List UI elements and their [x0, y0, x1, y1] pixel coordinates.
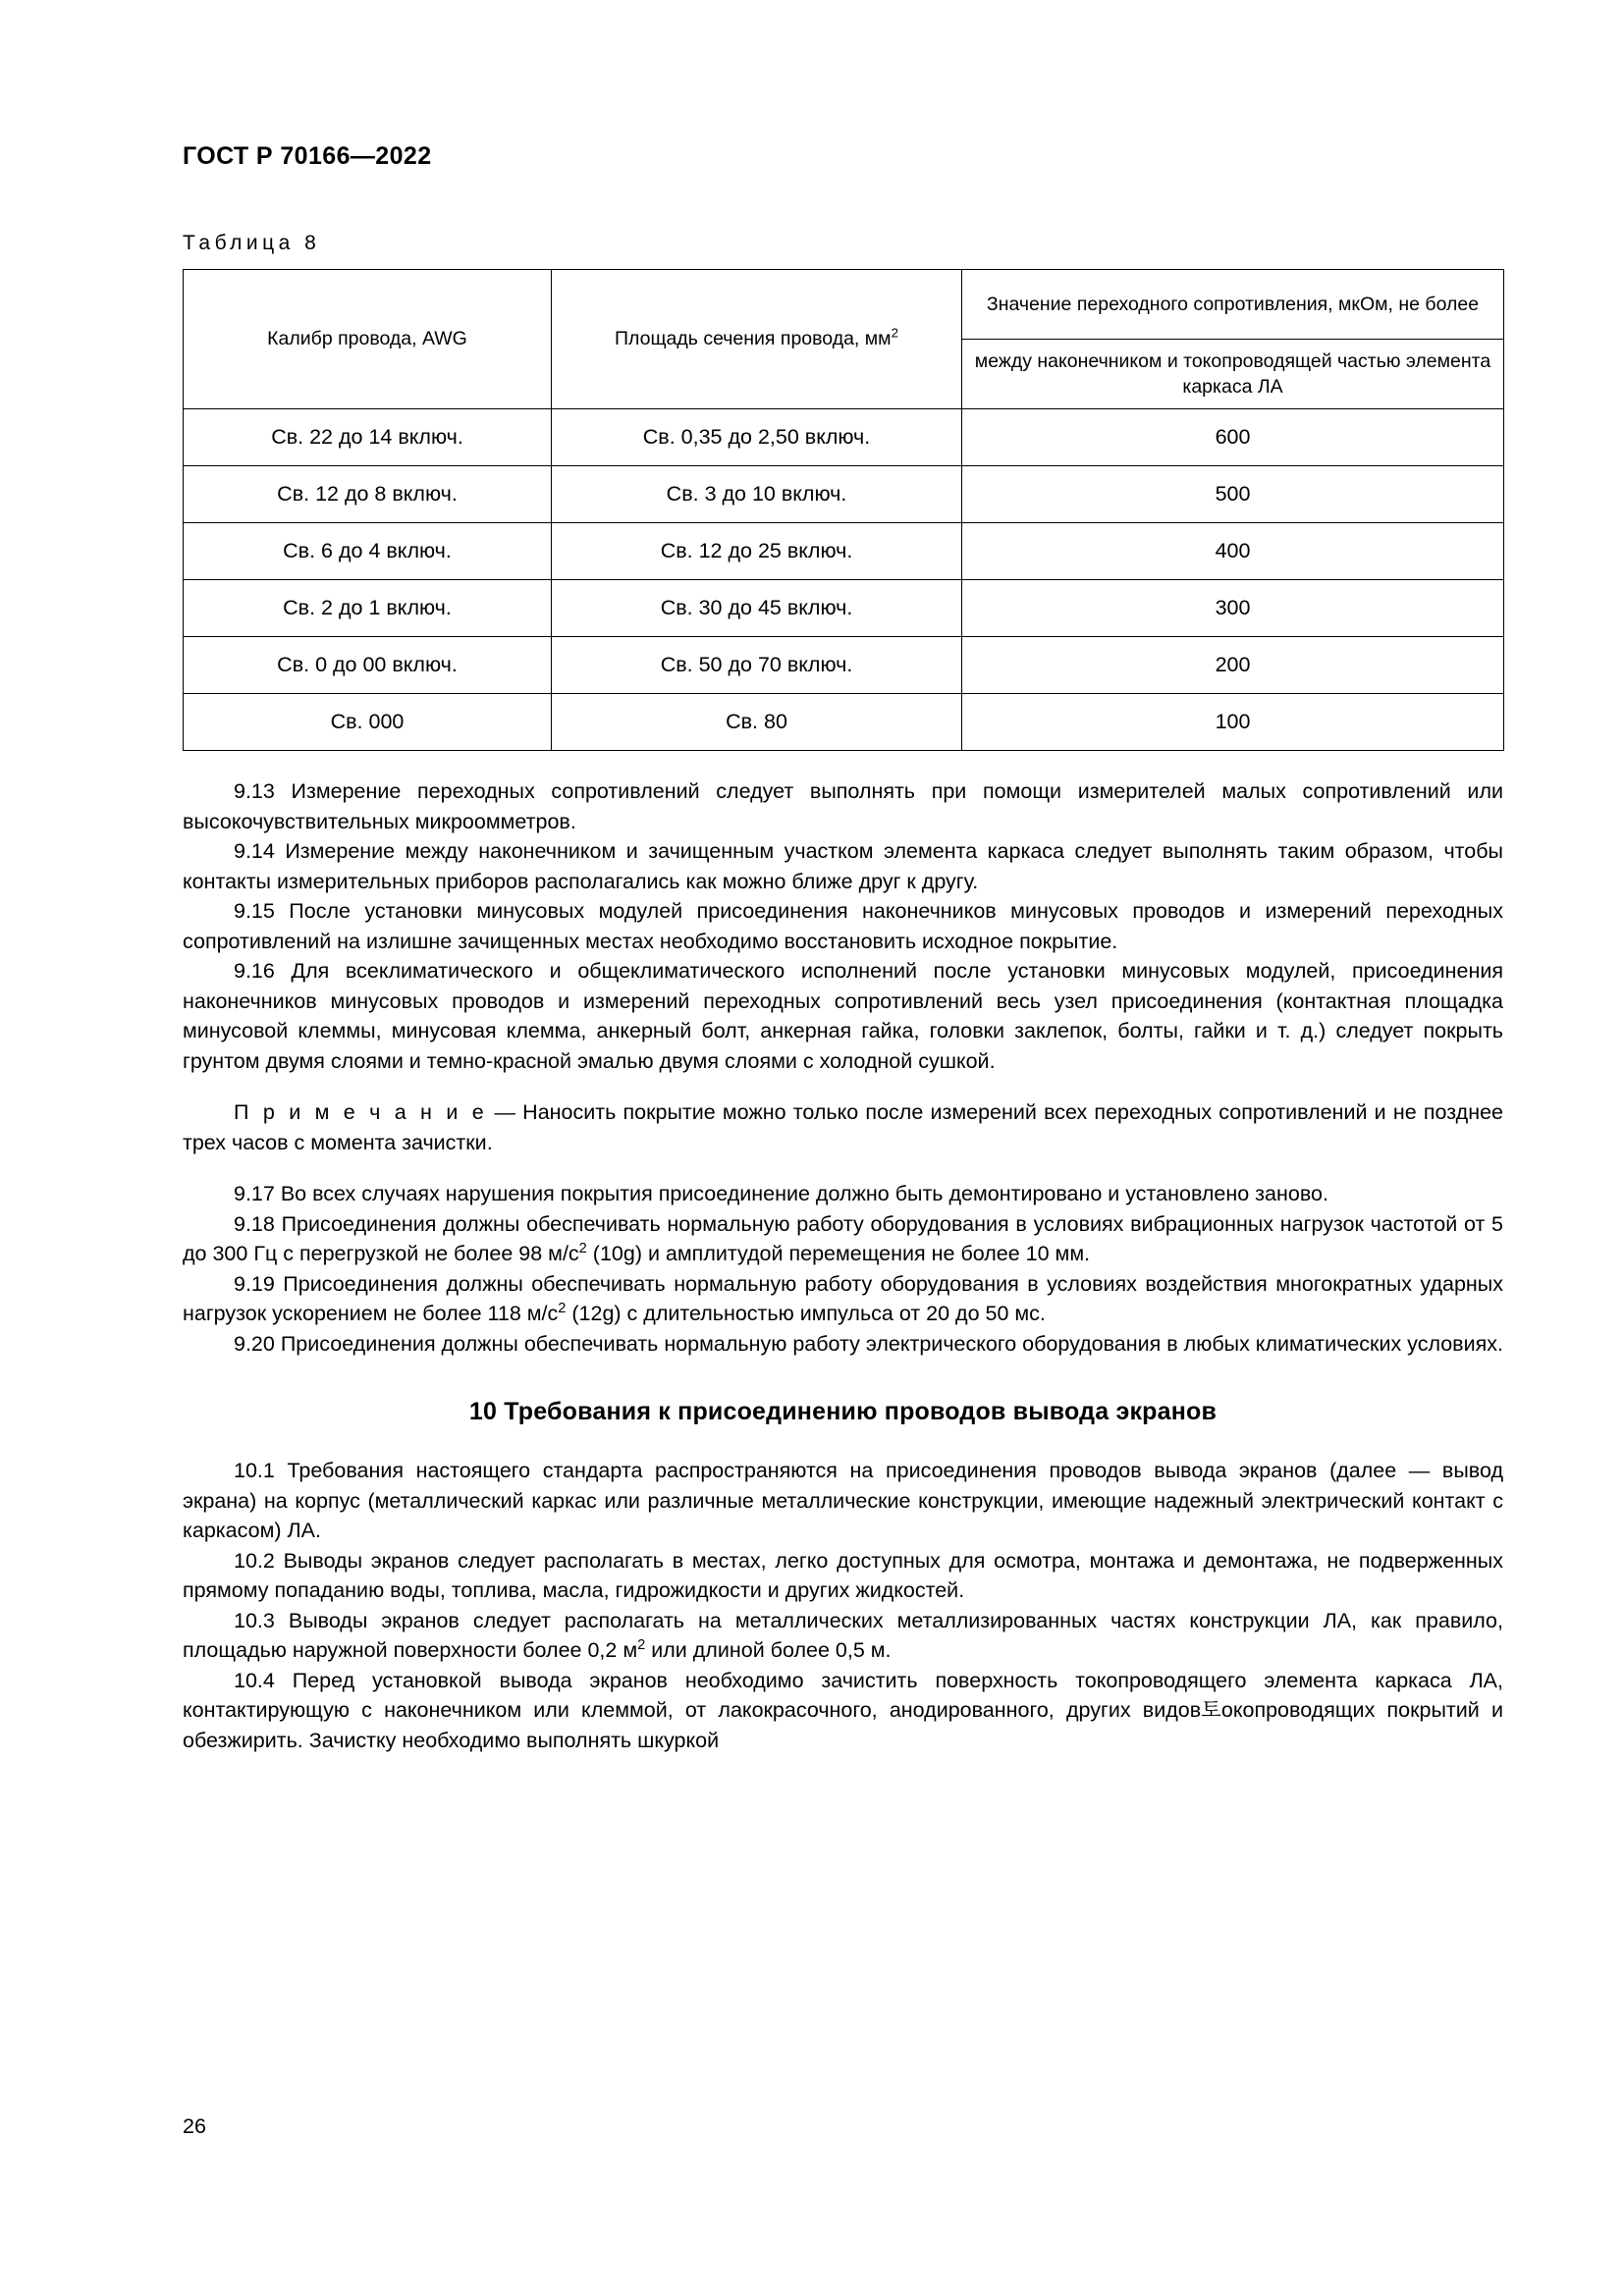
section-heading-10: 10 Требования к присоединению проводов вывода экранов [468, 1398, 1218, 1426]
cell-value: 200 [962, 637, 1504, 694]
cell-area: Св. 50 до 70 включ. [552, 637, 962, 694]
cell-value: 100 [962, 694, 1504, 751]
cell-area: Св. 12 до 25 включ. [552, 523, 962, 580]
paragraph-9-17: 9.17 Во всех случаях нарушения покрытия присоединение должно быть демонтировано и установлено заново. [234, 1182, 1328, 1206]
paragraph-9-19-a: 9.19 Присоединения должны обеспечивать нормальную работу оборудования в условиях воздействия многократных ударных нагрузок ускорением не более 118 м/с [183, 1271, 1503, 1326]
paragraph-9-19 [183, 1269, 1503, 1329]
paragraph-9-18-b: (10g) и амплитудой перемещения не более 10 мм. [586, 1242, 1091, 1266]
table-row [184, 523, 1504, 580]
cell-value: 400 [962, 523, 1504, 580]
paragraph-9-16: 9.16 Для всеклиматического и общеклиматического исполнений после установки минусовых модулей, присоединения наконечников минусовых проводов и измерений переходных сопротивлений весь узел присоединения (контактная площадка минусовой клеммы, минусовая клемма, анкерный болт, анкерная гайка, головки заклепок, болты, гайки и т. д.) следует покрыть грунтом двумя слоями и темно-красной эмалью двумя слоями с холодной сушкой. [183, 959, 1503, 1073]
paragraph-10-3-b: или длиной более 0,5 м. [645, 1638, 892, 1663]
header-area [552, 270, 962, 409]
paragraph-9-19-sup: 2 [558, 1301, 567, 1317]
paragraph-10-3-sup: 2 [637, 1637, 646, 1654]
document-header: ГОСТ Р 70166—2022 [183, 142, 432, 170]
header-awg: Калибр провода, AWG [184, 270, 552, 409]
paragraph-9-18-a: 9.18 Присоединения должны обеспечивать нормальную работу оборудования в условиях вибрационных нагрузок частотой от 5 до 300 Гц с перегрузкой не более 98 м/с [183, 1211, 1503, 1266]
cell-awg: Св. 0 до 00 включ. [184, 637, 552, 694]
paragraph-9-20: 9.20 Присоединения должны обеспечивать нормальную работу электрического оборудования в любых климатических условиях. [234, 1331, 1503, 1356]
table-header-row [184, 270, 1504, 340]
body-text [183, 776, 1503, 1755]
cell-awg: Св. 000 [184, 694, 552, 751]
header-area-text: Площадь сечения провода, мм [615, 328, 892, 350]
table-row [184, 694, 1504, 751]
paragraph-9-13: 9.13 Измерение переходных сопротивлений следует выполнять при помощи измерителей малых сопротивлений или высокочувствительных микроомметров. [183, 779, 1503, 833]
table-row [184, 466, 1504, 523]
header-area-sup: 2 [891, 325, 898, 341]
cell-area: Св. 0,35 до 2,50 включ. [552, 409, 962, 466]
note-text: — Наносить покрытие можно только после измерений всех переходных сопротивлений и не позднее трех часов с момента зачистки. [183, 1100, 1503, 1154]
paragraph-9-18 [183, 1209, 1503, 1269]
cell-awg: Св. 2 до 1 включ. [184, 580, 552, 637]
paragraph-10-1: 10.1 Требования настоящего стандарта распространяются на присоединения проводов вывода экранов (далее — вывод экрана) на корпус (металлический каркас или различные металлические конструкции, имеющие надежный электрический контакт с каркасом) ЛА. [183, 1459, 1503, 1543]
cell-area: Св. 30 до 45 включ. [552, 580, 962, 637]
header-resistance: Значение переходного сопротивления, мкОм, не более [962, 270, 1504, 340]
paragraph-10-4: 10.4 Перед установкой вывода экранов необходимо зачистить поверхность токопроводящего элемента каркаса ЛА, контактирующую с наконечником или клеммой, от лакокрасочного, анодированного, других видов토окопроводящих покрытий и обезжирить. Зачистку необходимо выполнять шкуркой [183, 1668, 1503, 1752]
paragraph-9-15: 9.15 После установки минусовых модулей присоединения наконечников минусовых проводов и измерений переходных сопротивлений на излишне зачищенных местах необходимо восстановить исходное покрытие. [183, 899, 1503, 953]
cell-area: Св. 80 [552, 694, 962, 751]
table-row [184, 409, 1504, 466]
note-label: П р и м е ч а н и е [234, 1100, 488, 1125]
cell-value: 300 [962, 580, 1504, 637]
table-row [184, 637, 1504, 694]
cell-value: 500 [962, 466, 1504, 523]
paragraph-10-2: 10.2 Выводы экранов следует располагать в местах, легко доступных для осмотра, монтажа и демонтажа, не подверженных прямому попаданию воды, топлива, масла, гидрожидкости и других жидкостей. [183, 1548, 1503, 1603]
cell-value: 600 [962, 409, 1504, 466]
paragraph-10-3-a: 10.3 Выводы экранов следует располагать на металлических металлизированных частях конструкции ЛА, как правило, площадью наружной поверхности более 0,2 м [183, 1608, 1503, 1663]
page-content [183, 0, 1503, 1755]
paragraph-9-14: 9.14 Измерение между наконечником и зачищенным участком элемента каркаса следует выполнять таким образом, чтобы контакты измерительных приборов располагались как можно ближе друг к другу. [183, 839, 1503, 893]
table-8 [183, 269, 1504, 751]
paragraph-9-18-sup: 2 [578, 1241, 587, 1257]
cell-awg: Св. 6 до 4 включ. [184, 523, 552, 580]
header-resistance-sub: между наконечником и токопроводящей частью элемента каркаса ЛА [962, 340, 1504, 409]
paragraph-9-19-b: (12g) с длительностью импульса от 20 до 50 мс. [566, 1302, 1046, 1326]
cell-awg: Св. 22 до 14 включ. [184, 409, 552, 466]
table-caption: Таблица 8 [183, 232, 321, 254]
page-number: 26 [183, 2114, 206, 2138]
note-block [183, 1097, 1503, 1157]
paragraph-10-3 [183, 1606, 1503, 1666]
cell-area: Св. 3 до 10 включ. [552, 466, 962, 523]
table-row [184, 580, 1504, 637]
cell-awg: Св. 12 до 8 включ. [184, 466, 552, 523]
